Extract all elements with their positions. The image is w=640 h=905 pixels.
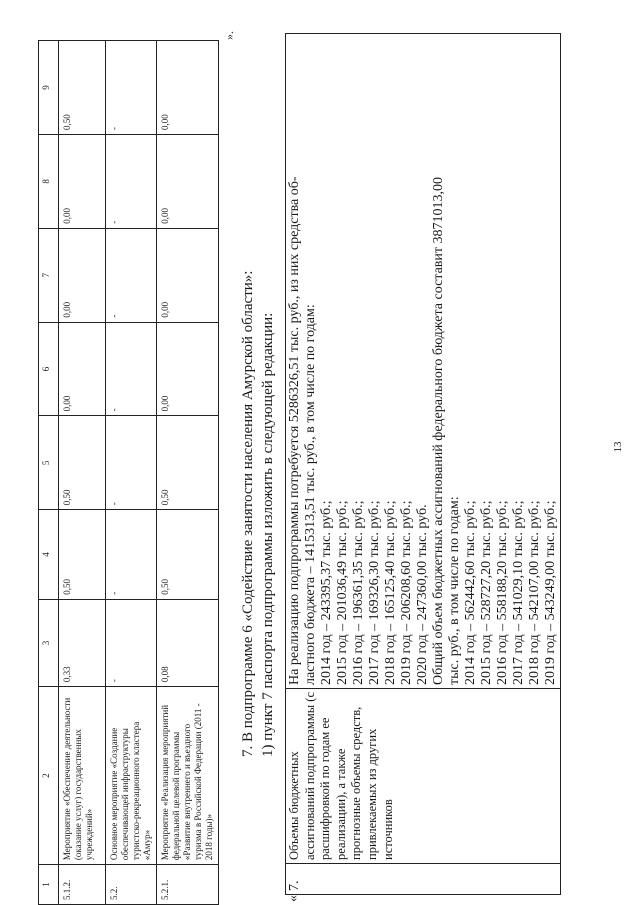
content-line: 2017 год – 169326,30 тыс. руб.; [367,500,382,685]
funding-table [38,40,219,905]
column-header: 8 [39,134,59,228]
closing-quote: ». [222,31,236,40]
content-line: 2019 год – 206208,60 тыс. руб.; [399,500,414,685]
table-cell: 5.2. [106,865,157,905]
table-cell: 5.2.1. [157,865,219,905]
column-header: 4 [39,510,59,600]
table-cell: 0,33 [59,599,106,686]
table-header-row [39,41,59,905]
table-cell: 0,00 [59,228,106,322]
table-row [106,41,157,905]
content-line: тыс. руб., в том числе по годам: [447,496,462,685]
opening-quote: « [286,895,301,902]
table-cell: - [106,134,157,228]
table-cell: 0,50 [59,416,106,510]
passport-item-number: 7. [286,864,561,895]
content-line: ластного бюджета – 1415313,51 тыс. руб., в том числе по годам: [303,304,318,685]
table-cell: 0,00 [157,228,219,322]
table-cell: 0,00 [157,41,219,135]
content-line: 2019 год – 543249,00 тыс. руб.; [543,500,558,685]
content-line: 2016 год – 196361,35 тыс. руб.; [351,500,366,685]
table-row [157,41,219,905]
page-number: 13 [612,441,624,453]
content-line: 2018 год – 542107,00 тыс. руб.; [527,500,542,685]
table-cell: - [106,228,157,322]
table-cell: 0,00 [157,322,219,416]
content-line: 2017 год – 541029,10 тыс. руб.; [511,500,526,685]
content-line: 2016 год – 558188,20 тыс. руб.; [495,500,510,685]
content-line: 2015 год – 528727,20 тыс. руб.; [479,500,494,685]
passport-item-content [286,34,561,689]
column-header: 6 [39,322,59,416]
section-subheading: 1) пункт 7 паспорта подпрограммы изложить в следующей редакции: [260,312,276,757]
passport-table [285,33,561,895]
table-cell: Мероприятие «Реализация мероприятий федеральной целевой программы «Развитие внутреннего и въездного туризма в Российской Федерации (2011 - 2018 годы)» [157,687,219,865]
column-header: 7 [39,228,59,322]
table-cell: 0,08 [157,599,219,686]
content-line: 2020 год – 247360,00 тыс. руб. [415,504,430,685]
table-cell: - [106,599,157,686]
table-cell: 0,50 [59,510,106,600]
column-header: 9 [39,41,59,135]
column-header: 3 [39,599,59,686]
section-heading: 7. В подпрограмме 6 «Содействие занятости населения Амурской области»: [240,270,256,757]
table-cell: 5.1.2. [59,865,106,905]
content-line: 2014 год – 243395,37 тыс. руб.; [319,500,334,685]
table-cell: - [106,416,157,510]
table-cell: 0,50 [157,416,219,510]
passport-item-label: Объемы бюджетных ассигнований подпрограммы (с расшифровкой по годам ее реализации), а также прогнозные объемы средств, привлекаемых из других источников [286,689,561,864]
table-cell: 0,00 [59,322,106,416]
table-cell: 0,00 [157,134,219,228]
column-header: 5 [39,416,59,510]
table-cell: 0,50 [59,41,106,135]
content-line: Общий объем бюджетных ассигнований федерального бюджета составит 3871013,00 [431,176,446,685]
table-cell: Основное мероприятие «Создание обеспечивающей инфраструктуры туристско-рекреационного кластера «Амур» [106,687,157,865]
content-line: 2018 год – 165125,40 тыс. руб.; [383,500,398,685]
table-cell: 0,50 [157,510,219,600]
column-header: 1 [39,865,59,905]
table-cell: Мероприятие «Обеспечение деятельности (оказание услуг) государственных учреждений» [59,687,106,865]
table-row [59,41,106,905]
content-line: На реализацию подпрограммы потребуется 5286326,51 тыс. руб., из них средства об- [287,176,302,685]
table-cell: 0,00 [59,134,106,228]
column-header: 2 [39,687,59,865]
passport-row [286,34,561,895]
content-line: 2015 год – 201036,49 тыс. руб.; [335,500,350,685]
content-line: 2014 год – 562442,60 тыс. руб.; [463,500,478,685]
table-cell: - [106,510,157,600]
table-cell: - [106,41,157,135]
table-cell: - [106,322,157,416]
